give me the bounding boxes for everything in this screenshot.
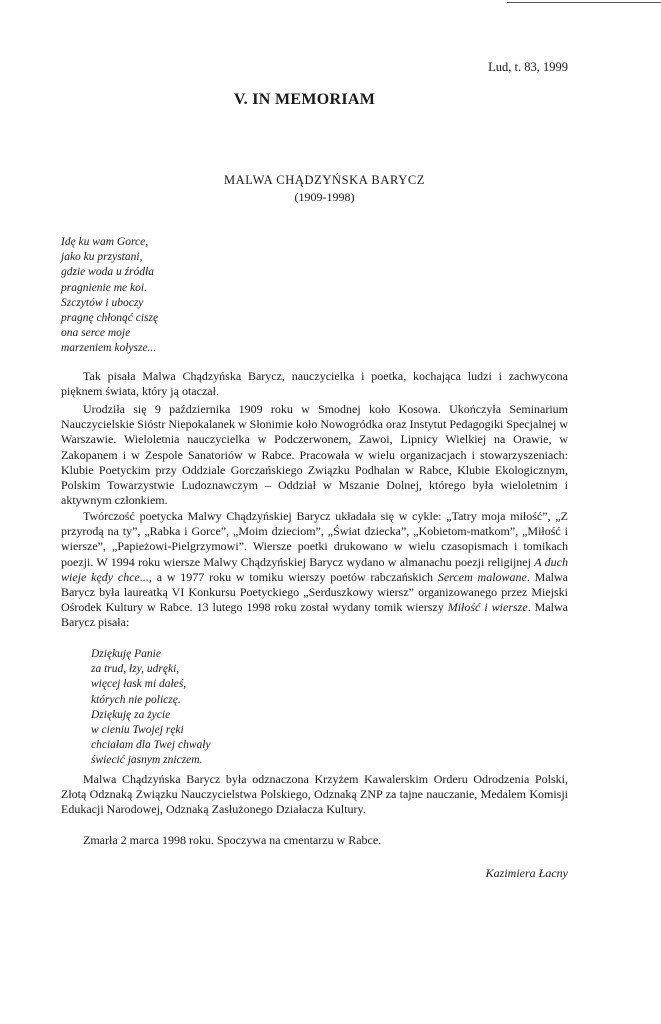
paragraph-works xyxy=(61,509,568,631)
works-text-c: . Malwa Barycz była laureatką VI Konkursu Poetyckiego „Serduszkowy wiersz” organizowanego przez Miejski Ośrodek Kultury w Rabce. 13 lutego 1998 roku został wydany tomik wierszy xyxy=(61,569,569,615)
poem-line: Idę ku wam Gorce, xyxy=(61,236,149,248)
poem-line: gdzie woda u źródła xyxy=(61,266,154,279)
works-text-b: , a w 1977 roku w tomiku wierszy poetów rabczańskich xyxy=(148,569,438,584)
obituary-years-text: (1909-1998) xyxy=(294,190,355,204)
poem-line: za trud, łzy, udręki, xyxy=(91,663,180,676)
poem-line: świecić jasnym zniczem. xyxy=(91,754,203,767)
poem-epigraph xyxy=(61,235,158,357)
poem-line: Dziękuję za życie xyxy=(91,708,171,721)
book-title-almanac: A duch wieje kędy chce... xyxy=(61,554,568,584)
obituary-years xyxy=(0,190,661,205)
paragraph-intro: Tak pisała Malwa Chądzyńska Barycz, nauczycielka i poetka, kochająca ludzi i zachwycona pięknem świata, który ją otaczał. xyxy=(61,369,568,399)
journal-header: Lud, t. 83, 1999 xyxy=(488,60,568,74)
works-text-a: Twórczość poetycka Malwy Chądzyńskiej Barycz układała się w cykle: „Tatry moja miłość”, „Z przyrodą na ty”, „Rabka i Gorce”, „Moim dzieciom”, „Świat dziecka”, „Kobietom-matkom”, „Miłość i wiersze”, „Papieżowi-Pielgrzymowi”. Wiersze poetki drukowano w wielu czasopismach i tomikach poezji. W 1994 roku wiersze Malwy Chądzyńskiej Barycz wydano w almanachu poezji religijnej xyxy=(61,509,568,569)
author-signature: Kazimiera Łacny xyxy=(485,866,568,880)
poem-line: ona serce moje xyxy=(61,327,131,340)
poem-line: Szczytów i uboczy xyxy=(61,296,144,309)
poem-line: chciałam dla Twej chwały xyxy=(91,739,211,752)
poem-line: pragnę chłonąć ciszę xyxy=(61,312,159,325)
poem-line: których nie policzę. xyxy=(91,693,181,706)
poem-line: w cieniu Twojej ręki xyxy=(91,724,184,737)
obituary-name-text: MALWA CHĄDZYŃSKA BARYCZ xyxy=(223,173,426,187)
obituary-name xyxy=(0,173,661,188)
poem-line: Dziękuję Panie xyxy=(91,648,161,660)
top-rule xyxy=(507,2,661,3)
section-title xyxy=(0,91,661,109)
poem-line: marzeniem kołysze... xyxy=(61,342,157,355)
poem-line: więcej łask mi dałeś, xyxy=(91,678,187,691)
poem-line: pragnienie me koi. xyxy=(61,281,147,294)
paragraph-awards: Malwa Chądzyńska Barycz była odznaczona Krzyżem Kawalerskim Orderu Odrodzenia Polski, Złotą Odznaką Związku Nauczycielstwa Polskiego, Odznaką ZNP za tajne nauczanie, Medalem Komisji Edukacji Narodowej, Odznaką Zasłużonego Działacza Kultury. xyxy=(61,772,568,817)
works-text-d: . Malwa Barycz pisała: xyxy=(61,600,568,630)
book-title-milosc: Miłość i wiersze xyxy=(447,600,528,615)
poem-line: jako ku przystani, xyxy=(61,251,143,264)
section-title-text: V. IN MEMORIAM xyxy=(233,91,376,108)
poem-quoted xyxy=(91,647,211,769)
paragraph-biography: Urodziła się 9 października 1909 roku w Smodnej koło Kosowa. Ukończyła Seminarium Nauczycielskie Sióstr Niepokalanek w Słonimie koło Nowogródka oraz Instytut Pedagogiki Specjalnej w Warszawie. Wieloletnia nauczycielka w Podczerwonem, Zawoi, Lipnicy Wielkiej na Orawie, w Zakopanem i w Zespole Sanatoriów w Rabce. Pracowała w wielu organizacjach i stowarzyszeniach: Klubie Poetyckim przy Oddziale Gorczańskiego Związku Podhalan w Rabce, Klubie Ekologicznym, Polskim Towarzystwie Ludoznawczym – Oddział w Mszanie Dolnej, którego była wieloletnim i aktywnym członkiem. xyxy=(61,402,568,508)
book-title-sercem: Sercem malowane xyxy=(437,569,527,584)
paragraph-death: Zmarła 2 marca 1998 roku. Spoczywa na cmentarzu w Rabce. xyxy=(83,833,382,847)
